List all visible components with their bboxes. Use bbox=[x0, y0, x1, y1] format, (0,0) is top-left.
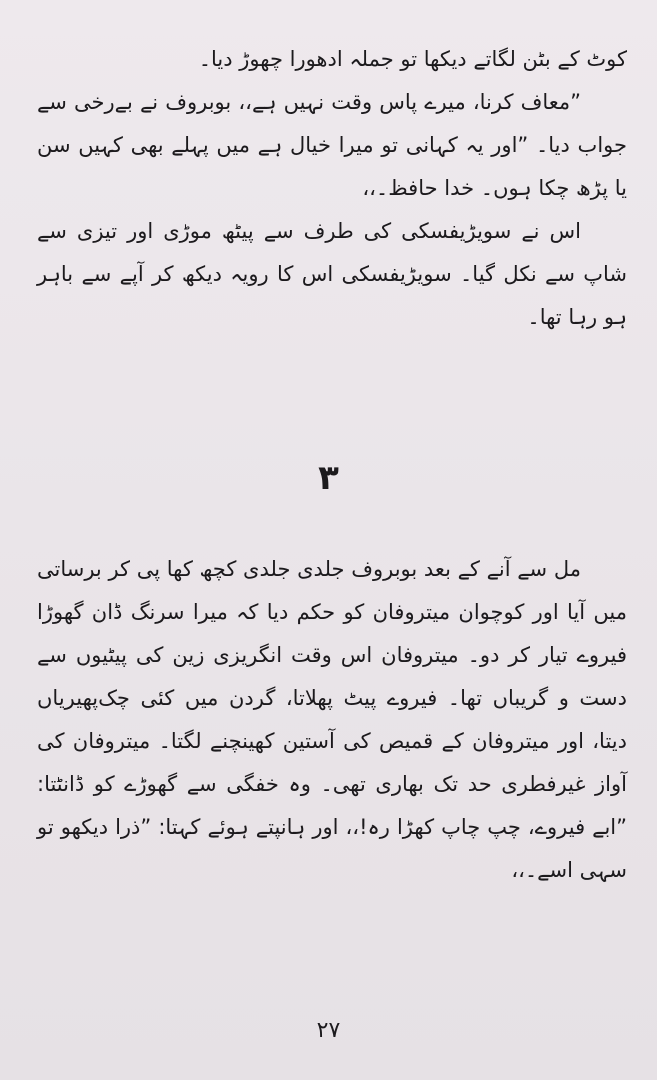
paragraph-chapter-opening: مل سے آنے کے بعد بوبروف جلدی جلدی کچھ کھا پی کر برساتی میں آیا اور کوچوان میتروفان کو حکم دیا کہ میرا سرنگ ڈان گھوڑا فیروے تیار کر دو۔ میتروفان اس وقت انگریزی زین کی پیٹیوں سے دست و گریباں تھا۔ فیروے پیٹ پھلاتا، گردن میں کئی چک‌پھیریاں دیتا، اور میتروفان کے قمیص کی آستین کھینچنے لگتا۔ میتروفان کی آواز غیرفطری حد تک بھاری تھی۔ وہ خفگی سے گھوڑے کو ڈانٹتا: ”ابے فیروے، چپ چاپ کھڑا رہ!،، اور ہانپتے ہوئے کہتا: ”ذرا دیکھو تو سہی اسے۔،، bbox=[37, 557, 627, 882]
paragraph-continuation: کوٹ کے بٹن لگاتے دیکھا تو جملہ ادھورا چھوڑ دیا۔ bbox=[198, 47, 627, 71]
paragraph-dialogue: ”معاف کرنا، میرے پاس وقت نہیں ہے،، بوبروف نے بےرخی سے جواب دیا۔ ”اور یہ کہانی تو میرا خیال ہے میں پہلے بھی کہیں سن یا پڑھ چکا ہوں۔ خدا حافظ۔،، bbox=[37, 90, 627, 200]
paragraph-exit: اس نے سویڑیفسکی کی طرف سے پیٹھ موڑی اور تیزی سے شاپ سے نکل گیا۔ سویڑیفسکی اس کا رویہ دیکھ کر آپے سے باہر ہو رہا تھا۔ bbox=[37, 219, 627, 329]
top-text-block bbox=[37, 38, 627, 339]
bottom-text-block bbox=[37, 548, 627, 892]
page-number: ۲۷ bbox=[316, 1018, 341, 1043]
chapter-number: ۳ bbox=[318, 458, 339, 498]
